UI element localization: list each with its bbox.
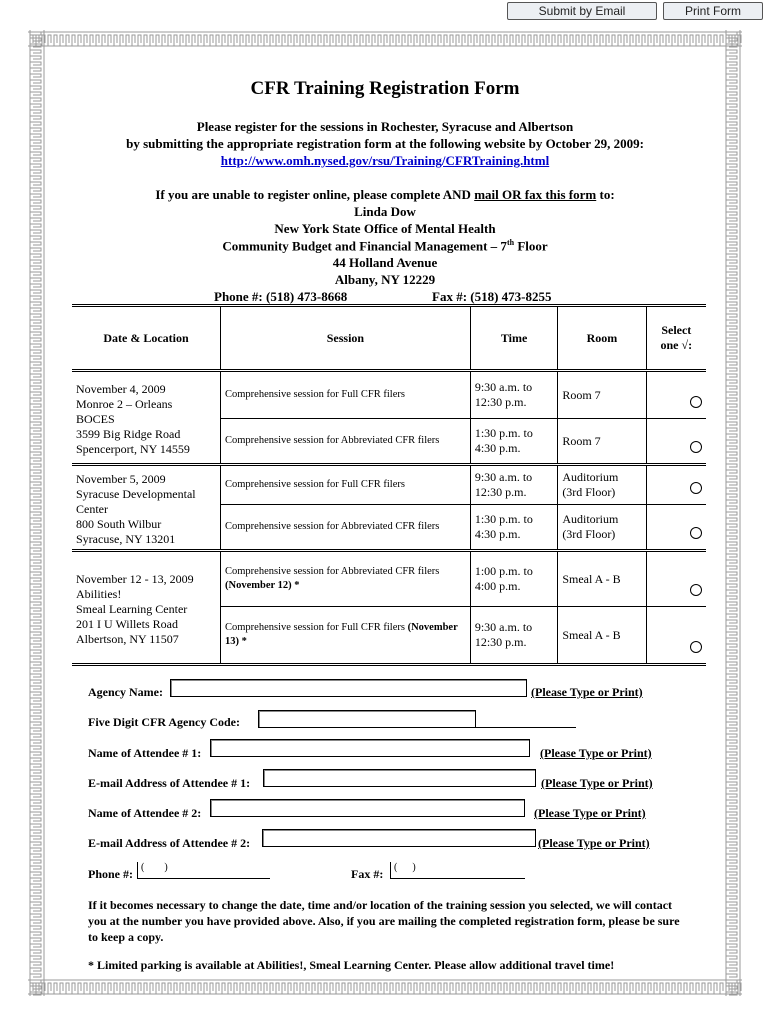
location-line: 201 I U Willets Road (76, 617, 178, 631)
attendee1-name-label: Name of Attendee # 1: (88, 746, 202, 760)
decorative-border-bottom (28, 978, 742, 996)
session-room: Smeal A - B (558, 607, 646, 665)
address-department: Community Budget and Financial Management – 7th Floor (222, 238, 548, 254)
session-room: Auditorium (3rd Floor) (558, 505, 646, 551)
attendee2-name-label: Name of Attendee # 2: (88, 806, 202, 820)
session-time: 1:30 p.m. to 4:30 p.m. (470, 419, 557, 465)
location-line: 800 South Wilbur (76, 517, 162, 531)
location-line: Center (76, 502, 108, 516)
session-room: Room 7 (558, 371, 646, 419)
location-line: Albertson, NY 11507 (76, 632, 179, 646)
session-name: Comprehensive session for Full CFR filers (221, 465, 471, 505)
session-name: Comprehensive session for Abbreviated CFR filers (221, 505, 471, 551)
header-date-location: Date & Location (72, 306, 221, 371)
intro-line-1: Please register for the sessions in Rochester, Syracuse and Albertson (196, 119, 574, 134)
location-line: November 5, 2009 (76, 472, 166, 486)
location-line: Monroe 2 – Orleans (76, 397, 173, 411)
address-name: Linda Dow (354, 204, 416, 219)
address-city: Albany, NY 12229 (334, 272, 436, 287)
attendee1-email-hint: (Please Type or Print) (541, 776, 653, 790)
session-room: Auditorium (3rd Floor) (558, 465, 646, 505)
decorative-border-top (28, 30, 742, 48)
attendee1-email-label: E-mail Address of Attendee # 1: (88, 776, 251, 790)
location-line: Smeal Learning Center (76, 602, 188, 616)
attendee2-email-hint: (Please Type or Print) (538, 836, 650, 850)
table-header-row (72, 306, 706, 371)
location-line: Spencerport, NY 14559 (76, 442, 190, 456)
fax-label: Fax #: (351, 867, 384, 881)
change-note: If it becomes necessary to change the date, time and/or location of the training session you selected, we will contact you at the number you have provided above. Also, if you are mailing the completed registration form, please be sure to keep a copy. (88, 898, 680, 944)
session-location (72, 551, 221, 665)
table-row (72, 465, 706, 505)
attendee2-name-hint: (Please Type or Print) (534, 806, 646, 820)
print-form-button[interactable]: Print Form (663, 2, 763, 20)
office-phone: Phone #: (518) 473-8668 (214, 289, 348, 304)
agency-name-label: Agency Name: (88, 685, 163, 699)
session-select-radio[interactable] (690, 584, 702, 596)
phone-input[interactable]: ( ) (137, 862, 270, 879)
header-room: Room (558, 306, 646, 371)
header-select: Select one √: (646, 306, 706, 371)
intro-line-2: by submitting the appropriate registration form at the following website by October 29, 2009: (126, 136, 644, 151)
session-select-radio[interactable] (690, 482, 702, 494)
session-location (72, 371, 221, 465)
session-name: Comprehensive session for Abbreviated CFR filers (November 12) * (221, 551, 471, 607)
attendee1-email-input[interactable] (263, 769, 536, 787)
session-room: Smeal A - B (558, 551, 646, 607)
session-name: Comprehensive session for Full CFR filers (221, 371, 471, 419)
attendee1-name-hint: (Please Type or Print) (540, 746, 652, 760)
office-fax: Fax #: (518) 473-8255 (432, 289, 552, 304)
attendee2-email-label: E-mail Address of Attendee # 2: (88, 836, 251, 850)
mail-instructions: If you are unable to register online, please complete AND mail OR fax this form to: (155, 187, 615, 202)
session-select-radio[interactable] (690, 641, 702, 653)
table-row (72, 371, 706, 419)
session-time: 9:30 a.m. to 12:30 p.m. (470, 607, 557, 665)
table-row (72, 551, 706, 607)
location-line: BOCES (76, 412, 115, 426)
session-time: 9:30 a.m. to 12:30 p.m. (470, 465, 557, 505)
header-time: Time (470, 306, 557, 371)
session-select-radio[interactable] (690, 396, 702, 408)
location-line: Syracuse, NY 13201 (76, 532, 176, 546)
agency-code-input[interactable] (258, 710, 476, 728)
session-time: 9:30 a.m. to 12:30 p.m. (470, 371, 557, 419)
parking-note: * Limited parking is available at Abilities!, Smeal Learning Center. Please allow additional travel time! (88, 958, 615, 972)
submit-by-email-button[interactable]: Submit by Email (507, 2, 657, 20)
address-street: 44 Holland Avenue (332, 255, 438, 270)
fax-input[interactable]: ( ) (390, 862, 525, 879)
attendee2-name-input[interactable] (210, 799, 525, 817)
agency-code-underline (476, 727, 576, 728)
session-time: 1:30 p.m. to 4:30 p.m. (470, 505, 557, 551)
session-time: 1:00 p.m. to 4:00 p.m. (470, 551, 557, 607)
session-location (72, 465, 221, 551)
agency-code-label: Five Digit CFR Agency Code: (88, 715, 240, 729)
attendee2-email-input[interactable] (262, 829, 536, 847)
session-select-radio[interactable] (690, 527, 702, 539)
form-title: CFR Training Registration Form (250, 78, 520, 99)
session-select-radio[interactable] (690, 441, 702, 453)
sessions-table (72, 304, 706, 666)
table-bottom-rule (72, 665, 706, 667)
session-room: Room 7 (558, 419, 646, 465)
session-name: Comprehensive session for Full CFR filers (November 13) * (221, 607, 471, 665)
session-name: Comprehensive session for Abbreviated CFR filers (221, 419, 471, 465)
location-line: Syracuse Developmental (76, 487, 196, 501)
location-line: November 12 - 13, 2009 (76, 572, 194, 586)
agency-name-input[interactable] (170, 679, 527, 697)
phone-label: Phone #: (88, 867, 133, 881)
decorative-border-left (28, 30, 46, 996)
header-session: Session (221, 306, 471, 371)
registration-link[interactable]: http://www.omh.nysed.gov/rsu/Training/CFRTraining.html (220, 153, 550, 168)
decorative-border-right (724, 30, 742, 996)
attendee1-name-input[interactable] (210, 739, 530, 757)
location-line: November 4, 2009 (76, 382, 166, 396)
agency-name-hint: (Please Type or Print) (531, 685, 643, 699)
location-line: 3599 Big Ridge Road (76, 427, 181, 441)
location-line: Abilities! (76, 587, 122, 601)
address-office: New York State Office of Mental Health (274, 221, 496, 236)
